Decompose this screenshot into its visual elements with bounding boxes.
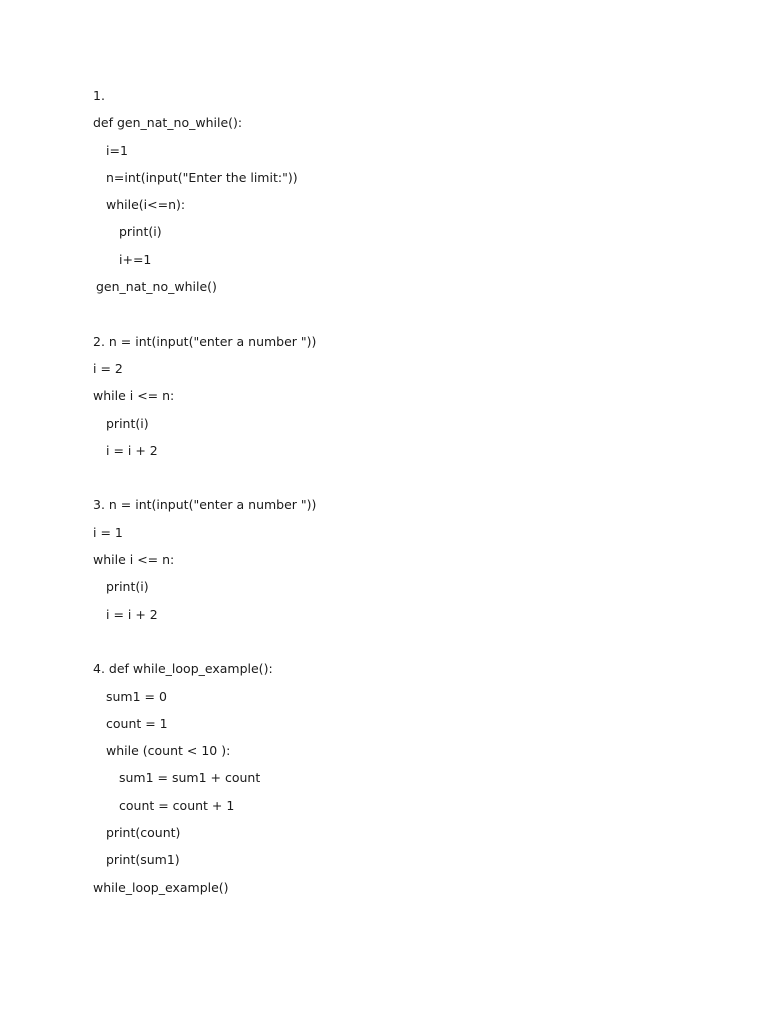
code-line: while(i<=n): <box>106 197 186 213</box>
code-line: i = i + 2 <box>106 606 158 622</box>
code-line: i=1 <box>106 142 128 158</box>
code-line: print(i) <box>106 579 149 595</box>
code-line: n=int(input("Enter the limit:")) <box>106 169 298 185</box>
code-line: while (count < 10 ): <box>106 743 231 759</box>
code-line: 4. def while_loop_example(): <box>93 661 273 677</box>
blank-line <box>93 632 713 659</box>
code-line: def gen_nat_no_while(): <box>93 115 243 131</box>
code-line: i = 1 <box>93 524 123 540</box>
code-line: print(i) <box>106 415 149 431</box>
code-line: print(count) <box>106 825 181 841</box>
document-body <box>93 86 713 905</box>
code-line: while i <= n: <box>93 388 175 404</box>
code-line: while_loop_example() <box>93 879 229 895</box>
code-line: print(i) <box>119 224 162 240</box>
code-line: print(sum1) <box>106 852 180 868</box>
code-line: 2. n = int(input("enter a number ")) <box>93 333 317 349</box>
code-line: 3. n = int(input("enter a number ")) <box>93 497 317 513</box>
code-line: while i <= n: <box>93 552 175 568</box>
code-line: count = 1 <box>106 715 168 731</box>
code-line: count = count + 1 <box>119 797 235 813</box>
blank-line <box>93 468 713 495</box>
code-line: gen_nat_no_while() <box>96 279 217 295</box>
code-line: sum1 = sum1 + count <box>119 770 261 786</box>
code-line: i = i + 2 <box>106 442 158 458</box>
blank-line <box>93 304 713 331</box>
code-line: i+=1 <box>119 251 152 267</box>
code-line: i = 2 <box>93 360 123 376</box>
code-line: sum1 = 0 <box>106 688 167 704</box>
section-1-number: 1. <box>93 88 105 103</box>
